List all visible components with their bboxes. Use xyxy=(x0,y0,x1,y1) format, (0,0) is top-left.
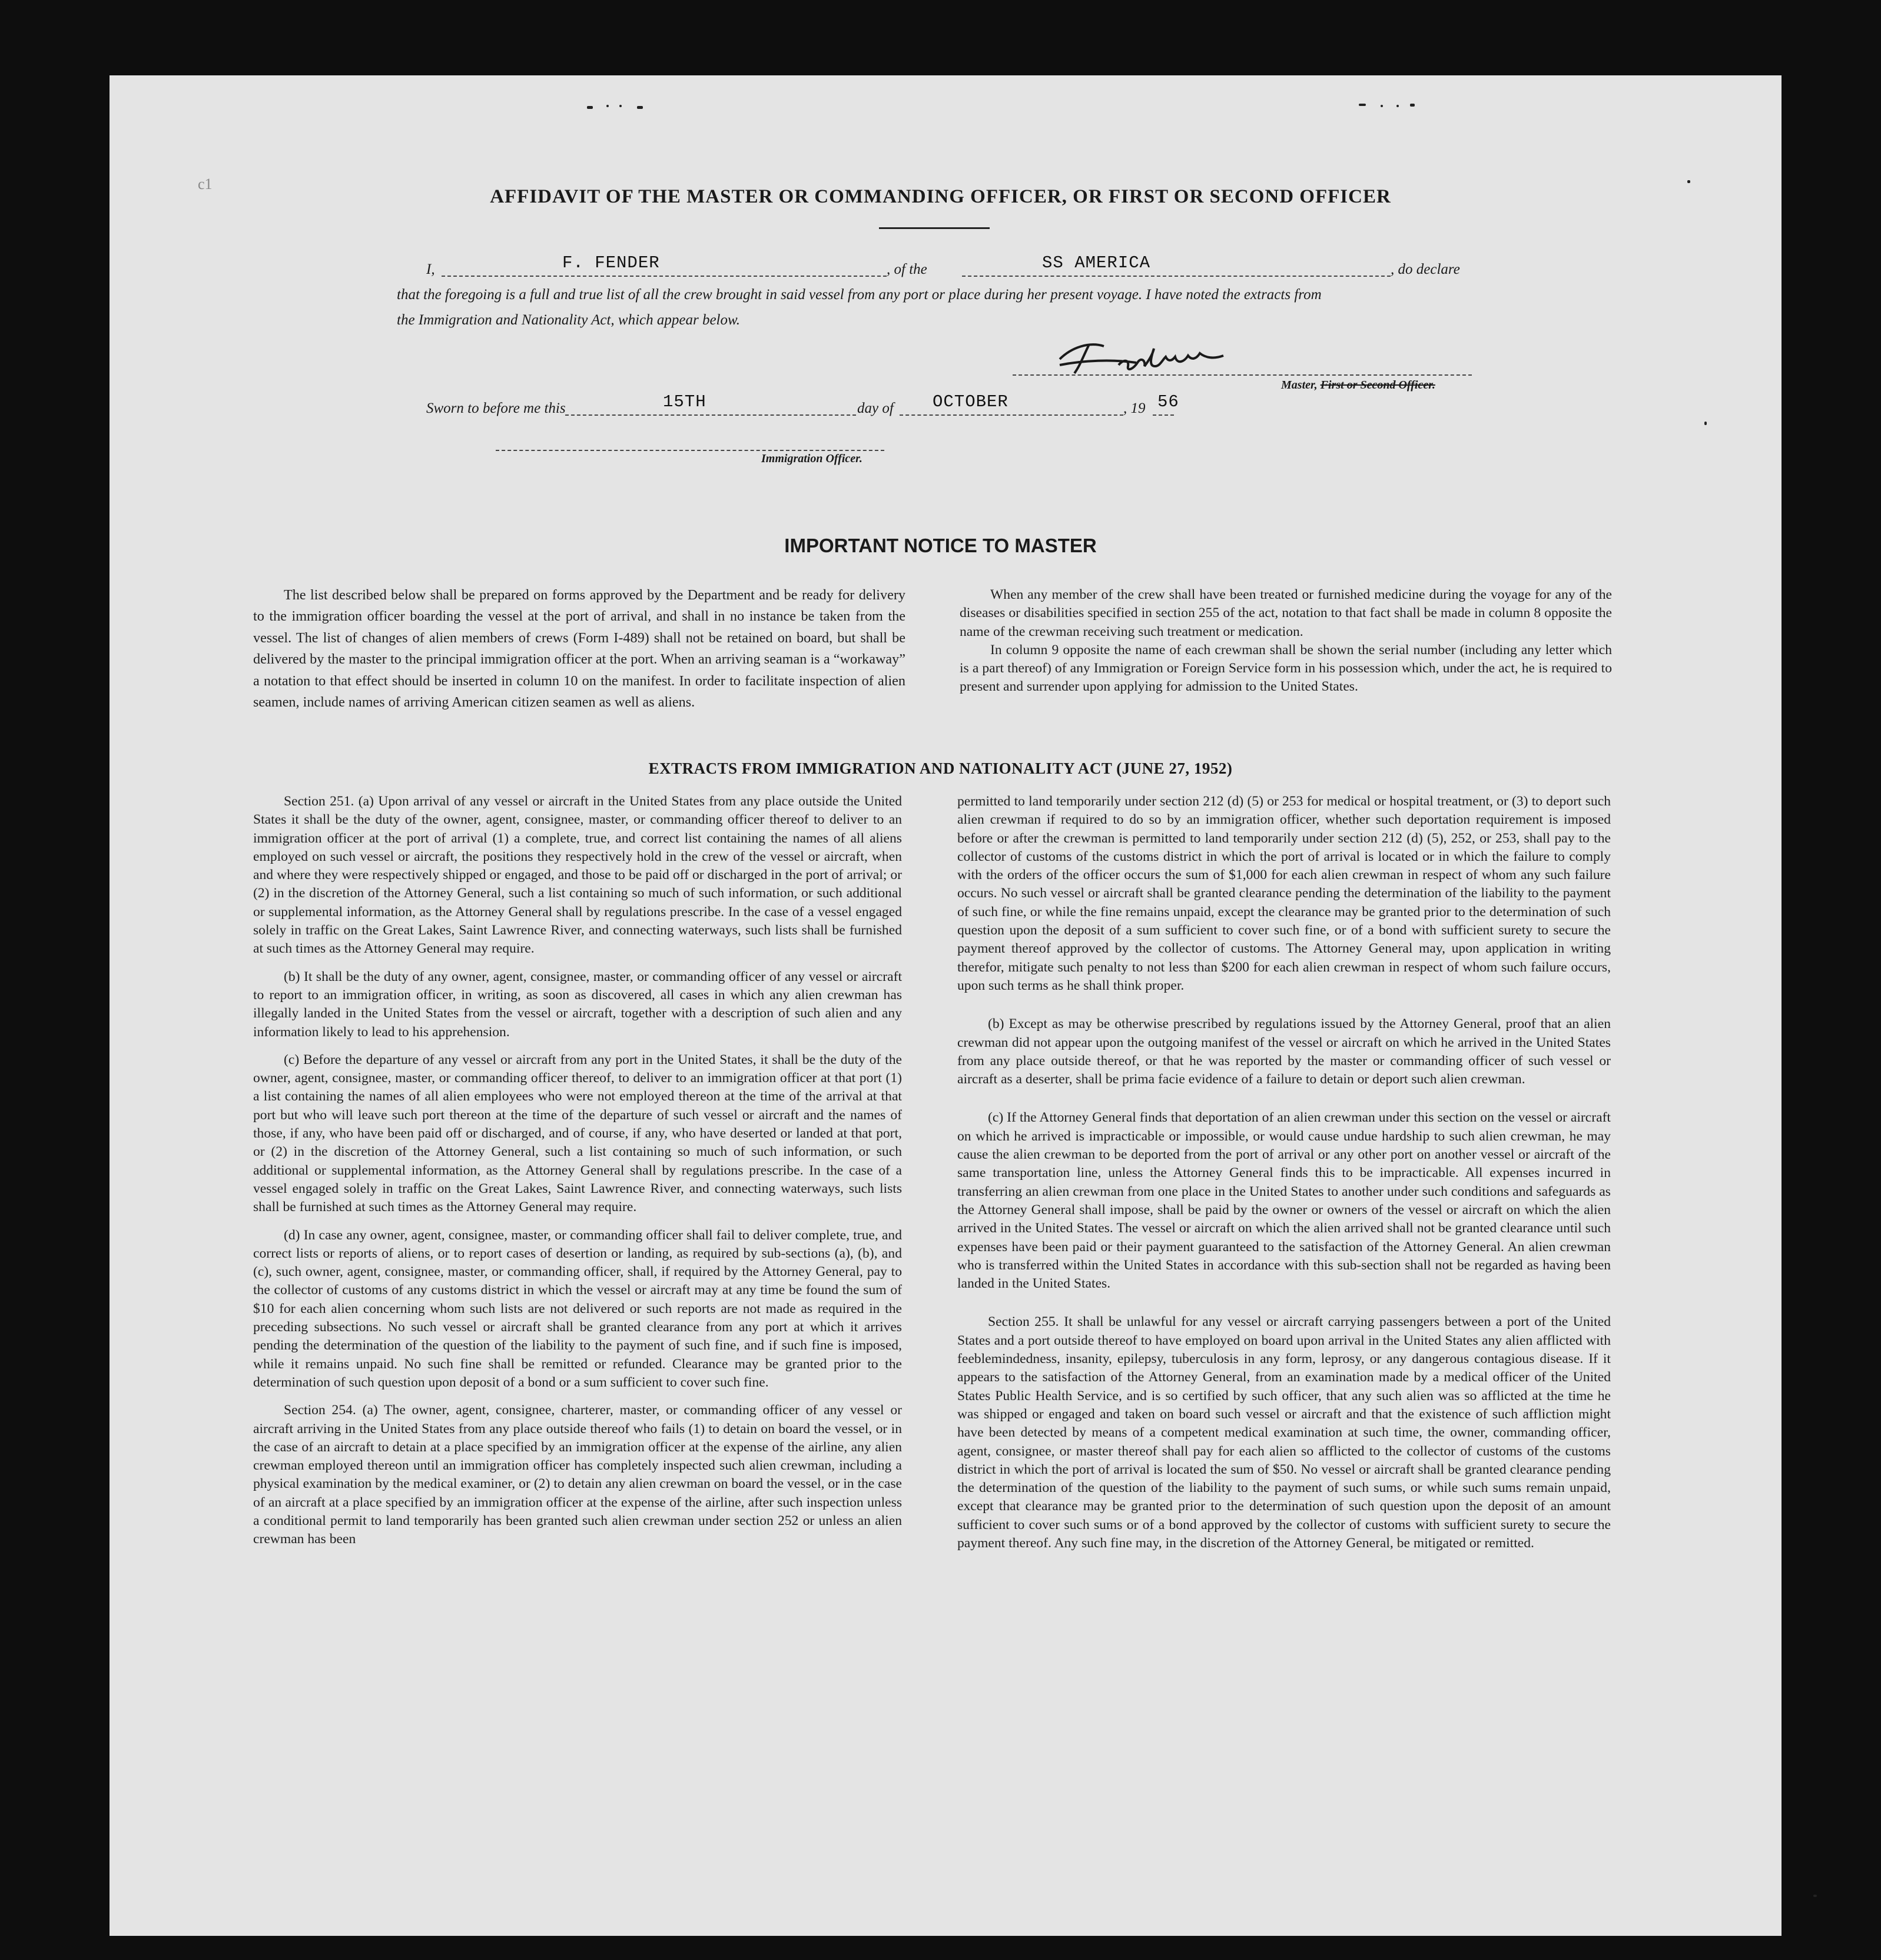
officer-line xyxy=(496,449,884,451)
officer-label: Immigration Officer. xyxy=(761,452,862,465)
name-line xyxy=(442,274,887,277)
notice-right-text xyxy=(960,586,1612,697)
sworn-prefix: Sworn to before me this xyxy=(426,400,566,416)
section-255: Section 255. It shall be unlawful for any vessel or aircraft carrying passengers between a port of the United States and a port outside thereof to have employed on board upon arrival in the United States any alien afflicted with feeblemindedness, insanity, epilepsy, tuberculosis in any form, leprosy, or any dangerous contagious disease. If it appears to the satisfaction of the Attorney General, from an examination made by a medical officer of the United States Public Health Service, and is so certified by such officer, that any such alien was so afflicted at the time he was shipped or engaged and taken on board such vessel or aircraft and that the existence of such affliction might have been detected by means of a competent medical examination at such time, the owner, commanding officer, agent, consignee, or master thereof shall pay for each alien so afflicted to the collector of customs of the customs district in which the port of arrival is located the sum of $50. No vessel or aircraft shall be granted clearance pending the determination of the question of the liability to the payment of such sums, or while such sums remain unpaid, except that clearance may be granted prior to the determination of such question upon the deposit of an amount sufficient to cover such sums or of a bond approved by the collector of customs with sufficient surety to secure the payment thereof. Any such fine may, in the discretion of the Attorney General, be mitigated or remitted. xyxy=(957,1314,1611,1551)
notice-right-paragraph-2: In column 9 opposite the name of each crewman shall be shown the serial number (including any letter which is a part thereof) of any Immigration or Foreign Service form in his possession which, under the act, he is required to present and surrender upon applying for admission to the United States. xyxy=(960,642,1612,695)
notice-left-paragraph: The list described below shall be prepared on forms approved by the Department and be ready for delivery to the immigration officer boarding the vessel at the port of arrival, and shall in no instance be taken from the vessel. The list of changes of alien members of crews (Form I-489) shall not be retained on board, but shall be delivered by the master to the principal immigration officer at the port. When an arriving seaman is a “workaway” a notation to that effect should be inserted in column 10 on the manifest. In order to facilitate inspection of alien seamen, include names of arriving American citizen seamen as well as aliens. xyxy=(253,587,905,711)
sworn-month: OCTOBER xyxy=(933,392,1008,412)
section-251-d: (d) In case any owner, agent, consignee, master, or commanding officer shall fail to deliver complete, true, and correct lists or reports of aliens, or to report cases of desertion or landing, as required by sub-sections (a), (b), and (c), such owner, agent, consignee, master, or commanding officer, shall, if required by the Attorney General, pay to the collector of customs of any customs district in which the vessel or aircraft may at any time be found the sum of $10 for each alien concerning whom such lists are not delivered or such reports are not made as required in the preceding subsections. No such vessel or aircraft shall be granted clearance from any port at which it arrives pending the determination of the question of the liability to the payment of such fine, and if such fine is imposed, while it remains unpaid. No such fine shall be remitted or refunded. Clearance may be granted prior to the determination of such question upon deposit of a bond or a sum sufficient to cover such fine. xyxy=(253,1227,902,1390)
notice-left-text xyxy=(253,585,905,713)
of-the-label: , of the xyxy=(887,261,927,277)
master-label: Master, xyxy=(1281,379,1318,392)
day-of-label: day of xyxy=(857,400,894,416)
vessel-line xyxy=(962,274,1391,277)
vessel-name: SS AMERICA xyxy=(1042,253,1151,273)
declaration-prefix: I, xyxy=(426,261,435,277)
section-251-b: (b) It shall be the duty of any owner, agent, consignee, master, or commanding officer of any vessel or aircraft to report to an immigration officer, in writing, as soon as discovered, all cases in which any alien crewman has illegally landed in the United States from the vessel or aircraft, together with a description of such alien and any information likely to lead to his apprehension. xyxy=(253,969,902,1040)
day-line xyxy=(565,413,856,416)
section-254-b: (b) Except as may be otherwise prescribed by regulations issued by the Attorney General, proof that an alien crewman did not appear upon the outgoing manifest of the vessel or aircraft on which he arrived in the United States from any place outside thereof, or that he was reported by the master or commanding officer of such vessel or aircraft as a deserter, shall be prima facie evidence of a failure to detain or deport such alien crewman. xyxy=(957,1016,1611,1087)
declaration-line-3: the Immigration and Nationality Act, which appear below. xyxy=(397,312,741,328)
month-line xyxy=(900,413,1123,416)
signer-role-label xyxy=(1281,379,1435,392)
struck-officer-label: First or Second Officer. xyxy=(1320,379,1435,392)
section-254-a: Section 254. (a) The owner, agent, consignee, charterer, master, or commanding officer of any vessel or aircraft arriving in the United States from any place outside thereof who fails (1) to detain on board the vessel, or in the case of an aircraft to detain at a place specified by an immigration officer at the expense of the airline, any alien crewman employed thereon until an immigration officer has completely inspected such alien crewman, including a physical examination by the medical examiner, or (2) to detain any alien crewman on board the vessel, or in the case of an aircraft at a place specified by an immigration officer at the expense of the airline, after such inspection unless a conditional permit to land temporarily has been granted such alien crewman under section 252 or unless an alien crewman has been xyxy=(253,1402,902,1547)
section-251-a: Section 251. (a) Upon arrival of any vessel or aircraft in the United States from any place outside the United States it shall be the duty of the owner, agent, consignee, master, or commanding officer thereof to deliver to an immigration officer at the port of arrival (1) a complete, true, and correct list containing the names of all aliens employed on such vessel or aircraft, the positions they respectively hold in the crew of the vessel or aircraft, when and where they were respectively shipped or engaged, and those to be paid off or discharged in the port of arrival; or (2) in the discretion of the Attorney General, such a list containing so much of such information, or such additional or supplemental information, as the Attorney General shall by regulations prescribe. In the case of a vessel engaged solely in traffic on the Great Lakes, Saint Lawrence River, and connecting waterways, such lists shall be furnished at such times as the Attorney General may require. xyxy=(253,794,902,957)
sworn-day: 15TH xyxy=(663,392,706,412)
notice-title: IMPORTANT NOTICE TO MASTER xyxy=(784,535,1097,556)
section-254-a-continued: permitted to land temporarily under section 212 (d) (5) or 253 for medical or hospital treatment, or (3) to deport such alien crewman if required to do so by an immigration officer, whether such deportation requirement is imposed before or after the crewman is permitted to land temporarily under section 212 (d) (5), 252, or 253, shall pay to the collector of customs of the customs district in which the port of arrival is located or in which the failure to comply with the orders of the officer occurs the sum of $1,000 for each alien crewman in respect of whom any such failure occurs. No such vessel or aircraft shall be granted clearance pending the determination of the liability to the payment of such fine, or while the fine remains unpaid, except the clearance may be granted prior to the determination of such question upon the deposit of a sum sufficient to cover such fine, or of a bond with sufficient surety to secure the payment thereof approved by the collector of customs. The Attorney General may, upon application in writing therefor, mitigate such penalty to not less than $200 for each alien crewman in respect of whom such failure occurs, upon such terms as he shall think proper. xyxy=(957,794,1611,993)
declare-label: , do declare xyxy=(1391,261,1460,277)
extracts-title: EXTRACTS FROM IMMIGRATION AND NATIONALITY ACT (JUNE 27, 1952) xyxy=(648,760,1233,777)
title-rule xyxy=(879,227,990,229)
section-254-c: (c) If the Attorney General finds that deportation of an alien crewman under this section on the vessel or aircraft on which he arrived is impracticable or impossible, or would cause undue hardship to such alien crewman, he may cause the alien crewman to be deported from the port of arrival or any other port on another vessel or aircraft of the same transportation line, unless the Attorney General finds this to be impracticable. All expenses incurred in transferring an alien crewman from one place in the United States to another under such conditions and safeguards as the Attorney General shall impose, shall be paid by the owner or owners of the vessel or aircraft on which the alien arrived in the United States. The vessel or aircraft on which the alien arrived shall not be granted clearance until such expenses have been paid or their payment guaranteed to the satisfaction of the Attorney General. An alien crewman who is transferred within the United States in accordance with this sub-section shall not be regarded as having been landed in the United States. xyxy=(957,1110,1611,1292)
declaration-line-2: that the foregoing is a full and true list of all the crew brought in said vessel from any port or place during her present voyage. I have noted the extracts from xyxy=(397,287,1322,303)
year-prefix: , 19 xyxy=(1123,400,1146,416)
section-251-c: (c) Before the departure of any vessel or aircraft from any port in the United States, it shall be the duty of the owner, agent, consignee, master, or commanding officer thereof, to deliver to an immigration officer at that port (1) a list containing the names of all alien employees who were not employed thereon at the time of the arrival at that port but who will leave such port thereon at the time of the departure of such vessel or aircraft and the names of those, if any, who have been paid off or discharged, and of course, if any, who have deserted or landed at that port, or (2) in the discretion of the Attorney General, such a list containing so much of such information, or such additional or supplemental information, as the Attorney General shall by regulations prescribe. In the case of a vessel engaged solely in traffic on the Great Lakes, Saint Lawrence River, and connecting waterways, such lists shall be furnished at such times as the Attorney General may require. xyxy=(253,1052,902,1215)
corner-mark: c1 xyxy=(198,175,213,193)
notice-right-paragraph-1: When any member of the crew shall have been treated or furnished medicine during the voyage for any of the diseases or disabilities specified in section 255 of the act, notation to that fact shall be made in column 8 opposite the name of the crewman receiving such treatment or medication. xyxy=(960,587,1612,639)
sworn-year: 56 xyxy=(1157,392,1179,412)
extracts-right-column xyxy=(957,792,1611,1553)
master-name: F. FENDER xyxy=(562,253,660,273)
year-line xyxy=(1153,413,1174,416)
extracts-left-column xyxy=(253,792,902,1549)
affidavit-title: AFFIDAVIT OF THE MASTER OR COMMANDING OFFICER, OR FIRST OR SECOND OFFICER xyxy=(490,186,1391,207)
